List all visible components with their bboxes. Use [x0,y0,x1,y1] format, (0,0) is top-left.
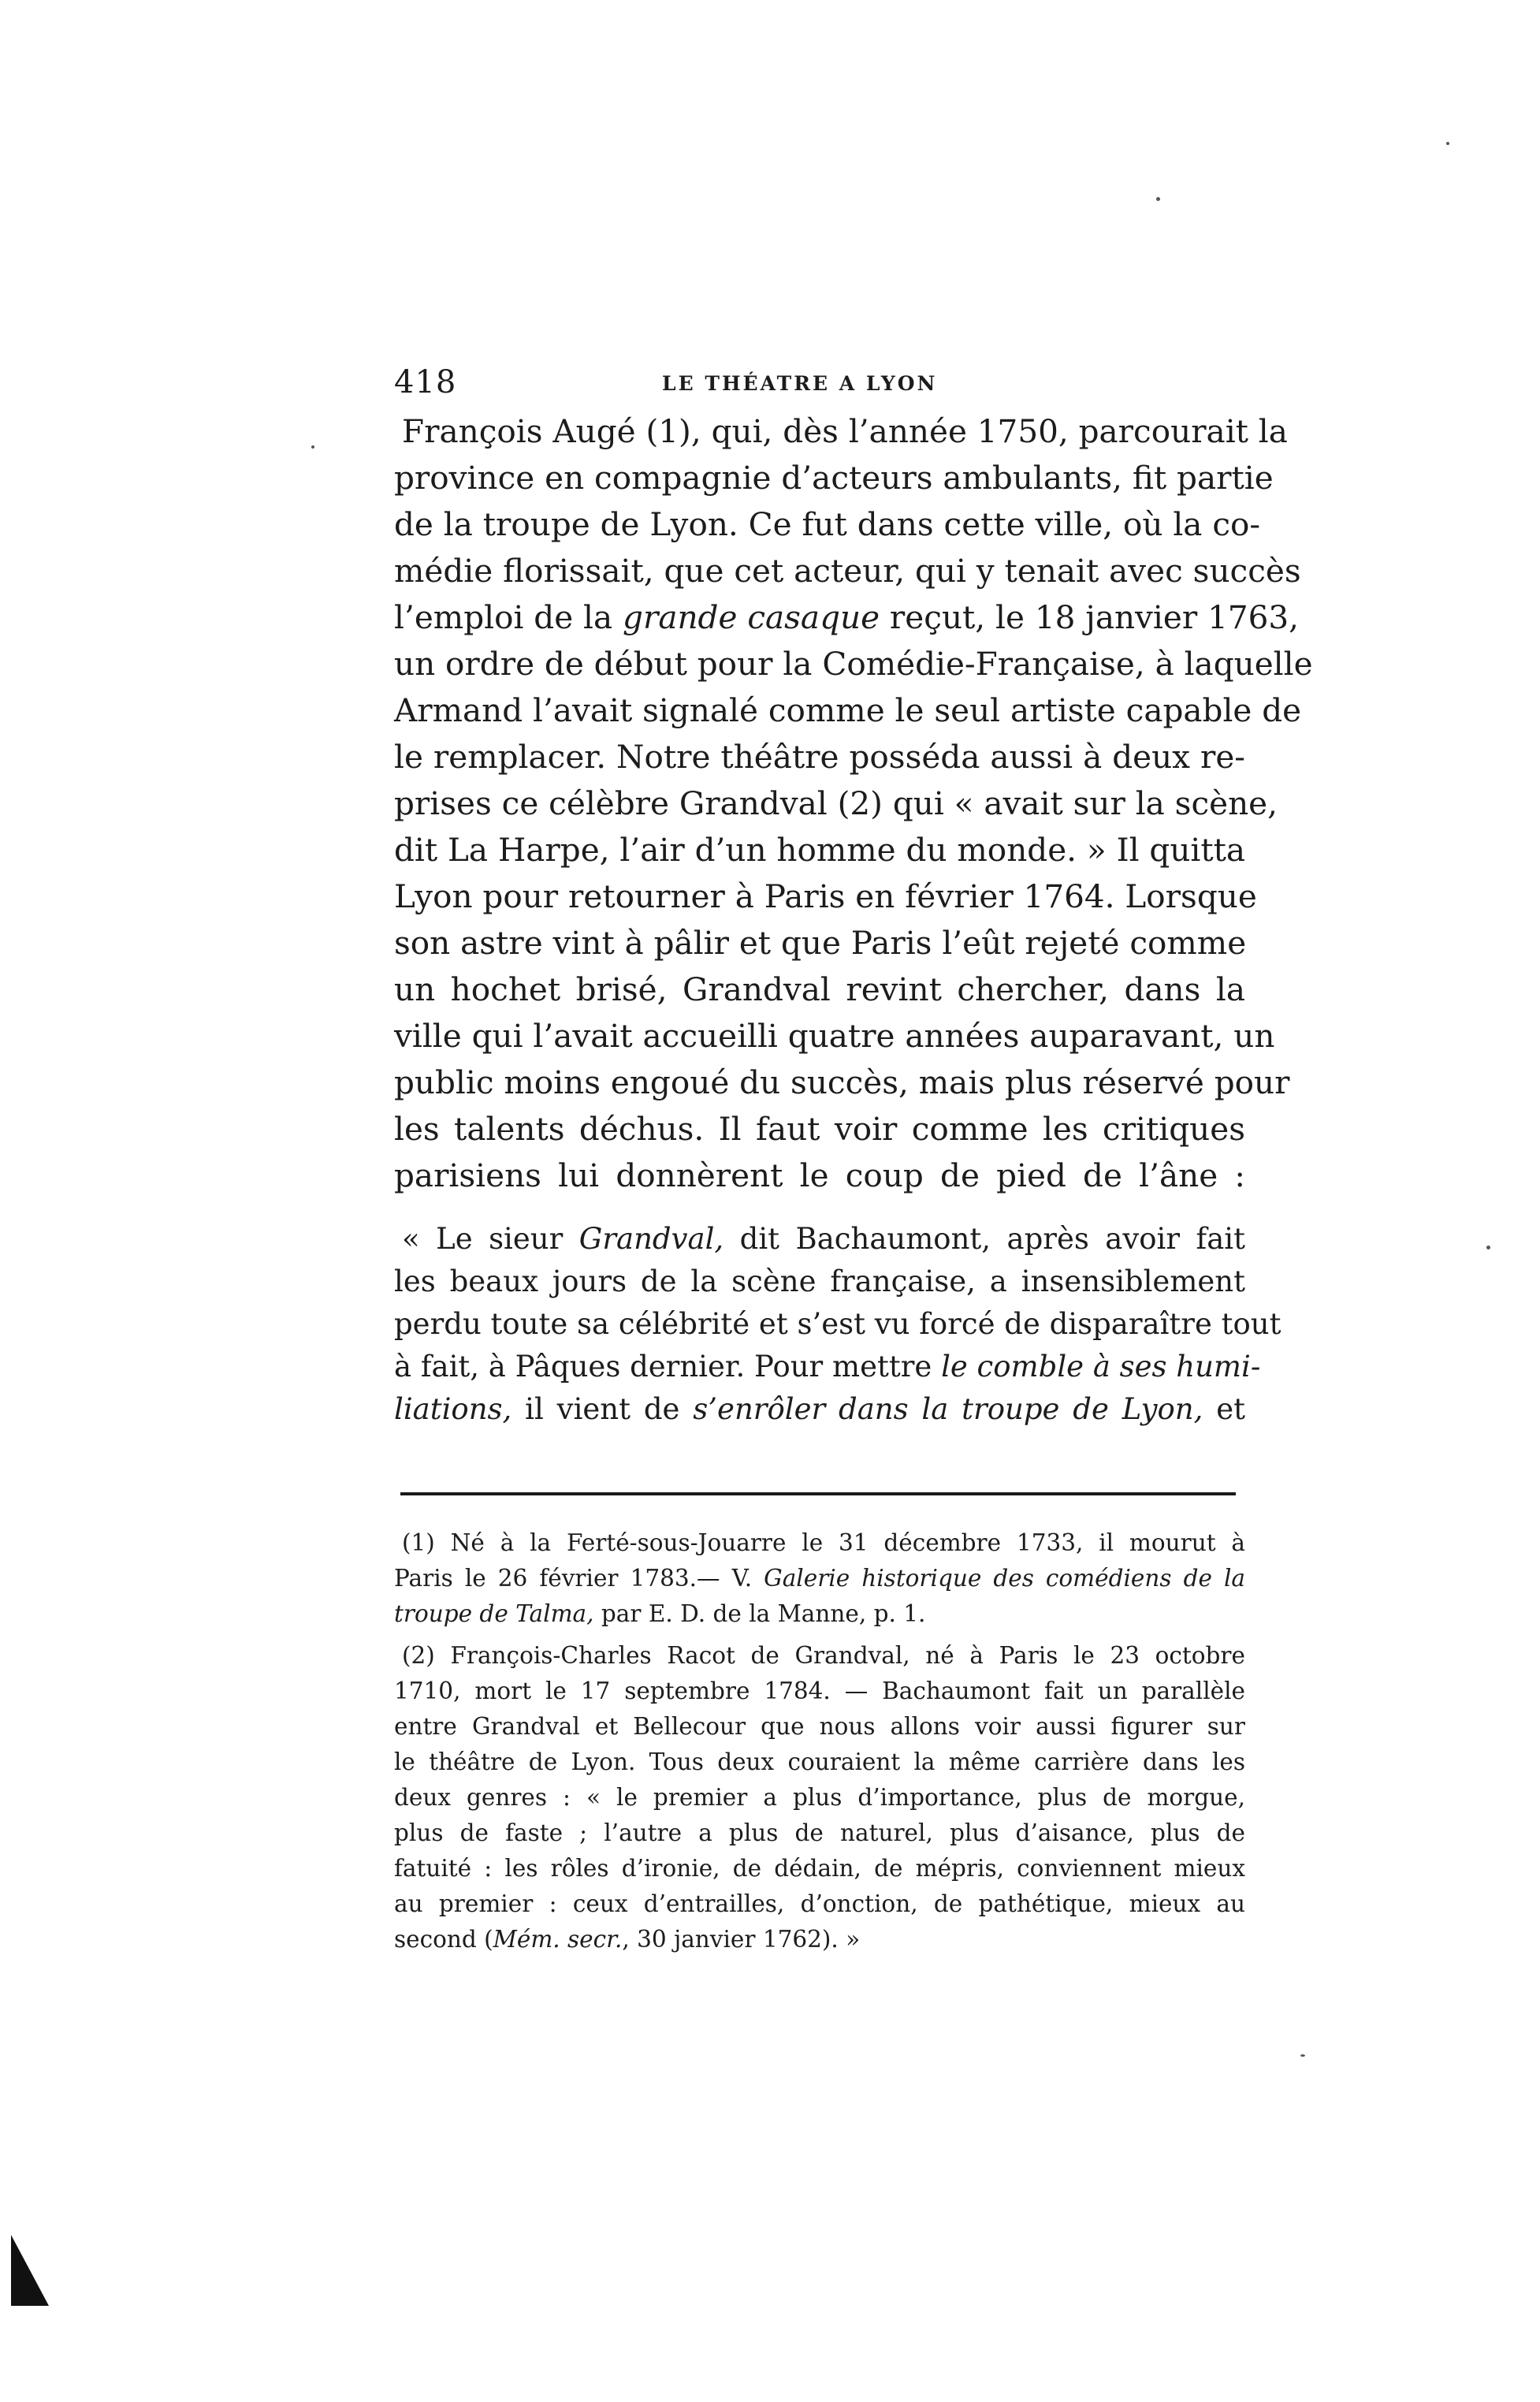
text-line: médie florissait, que cet acteur, qui y tenait avec succès [394,552,1301,590]
text-line: François Augé (1), qui, dès l’année 1750, parcourait la [402,412,1288,450]
page-number: 418 [394,364,457,400]
footnote-1: (1) Né à la Ferté-sous-Jouarre le 31 décembre 1733, il mourut à Paris le 26 février 1783.— V. Galerie historique des comédiens de la troupe de Talma, par E. D. de la Manne, p. 1. [394,1529,1245,1627]
text-line: ville qui l’avait accueilli quatre années auparavant, un [394,1017,1275,1055]
scan-speck [1156,197,1160,201]
text-line: public moins engoué du succès, mais plus réservé pour [394,1063,1290,1101]
quote-line: liations, il vient de s’enrôler dans la troupe de Lyon, et [394,1392,1246,1426]
text-line: Armand l’avait signalé comme le seul artiste capable de [394,691,1302,729]
quote-line: à fait, à Pâques dernier. Pour mettre le comble à ses humi- [394,1350,1261,1383]
text-line: Lyon pour retourner à Paris en février 1764. Lorsque [394,877,1257,915]
page-header [394,364,1261,405]
scan-speck [311,445,314,449]
italic-phrase: grande casaque [623,598,880,636]
text-line: son astre vint à pâlir et que Paris l’eût rejeté comme [394,924,1247,962]
text-line: le remplacer. Notre théâtre posséda aussi à deux re- [394,738,1245,776]
text-line: parisiens lui donnèrent le coup de pied de l’âne : [394,1156,1245,1194]
text-line: prises ce célèbre Grandval (2) qui « avait sur la scène, [394,784,1278,822]
text-line: un hochet brisé, Grandval revint chercher, dans la [394,970,1245,1008]
scan-corner-mark [11,2235,49,2306]
text-line: l’emploi de la grande casaque reçut, le 18 janvier 1763, [394,598,1300,636]
text-line: de la troupe de Lyon. Ce fut dans cette ville, où la co- [394,505,1261,543]
main-paragraph [394,408,1313,1199]
quote-line: les beaux jours de la scène française, a insensiblement [394,1264,1245,1298]
scan-speck [1300,2054,1305,2057]
bachaumont-quote [394,1218,1281,1431]
text-line: dit La Harpe, l’air d’un homme du monde. » Il quitta [394,831,1246,869]
quote-line: perdu toute sa célébrité et s’est vu forcé de disparaître tout [394,1307,1281,1341]
scan-speck [1486,1246,1490,1249]
footnote-2: (2) François-Charles Racot de Grandval, né à Paris le 23 octobre 1710, mort le 17 septembre 1784. — Bachaumont fait un parallèle entre Grandval et Bellecour que nous allons voir aussi figurer sur le théâtre de Lyon. Tous deux couraient la même carrière dans les deux genres : « le premier a plus d’importance, plus de morgue, plus de faste ; l’autre a plus de naturel, plus d’aisance, plus de fatuité : les rôles d’ironie, de dédain, de mépris, conviennent mieux au premier : ceux d’entrailles, d’onction, de pathétique, mieux au second (Mém. secr., 30 janvier 1762). » [394,1642,1245,1953]
quote-line: « Le sieur Grandval, dit Bachaumont, après avoir fait [402,1222,1246,1256]
footnotes [394,1525,1245,1957]
text-line: les talents déchus. Il faut voir comme les critiques [394,1110,1245,1148]
text-line: un ordre de début pour la Comédie-Française, à laquelle [394,645,1313,683]
running-title: LE THÉATRE A LYON [662,372,938,395]
scan-speck [1446,142,1449,145]
footnote-rule [400,1492,1236,1495]
text-line: province en compagnie d’acteurs ambulants, fit partie [394,459,1274,497]
